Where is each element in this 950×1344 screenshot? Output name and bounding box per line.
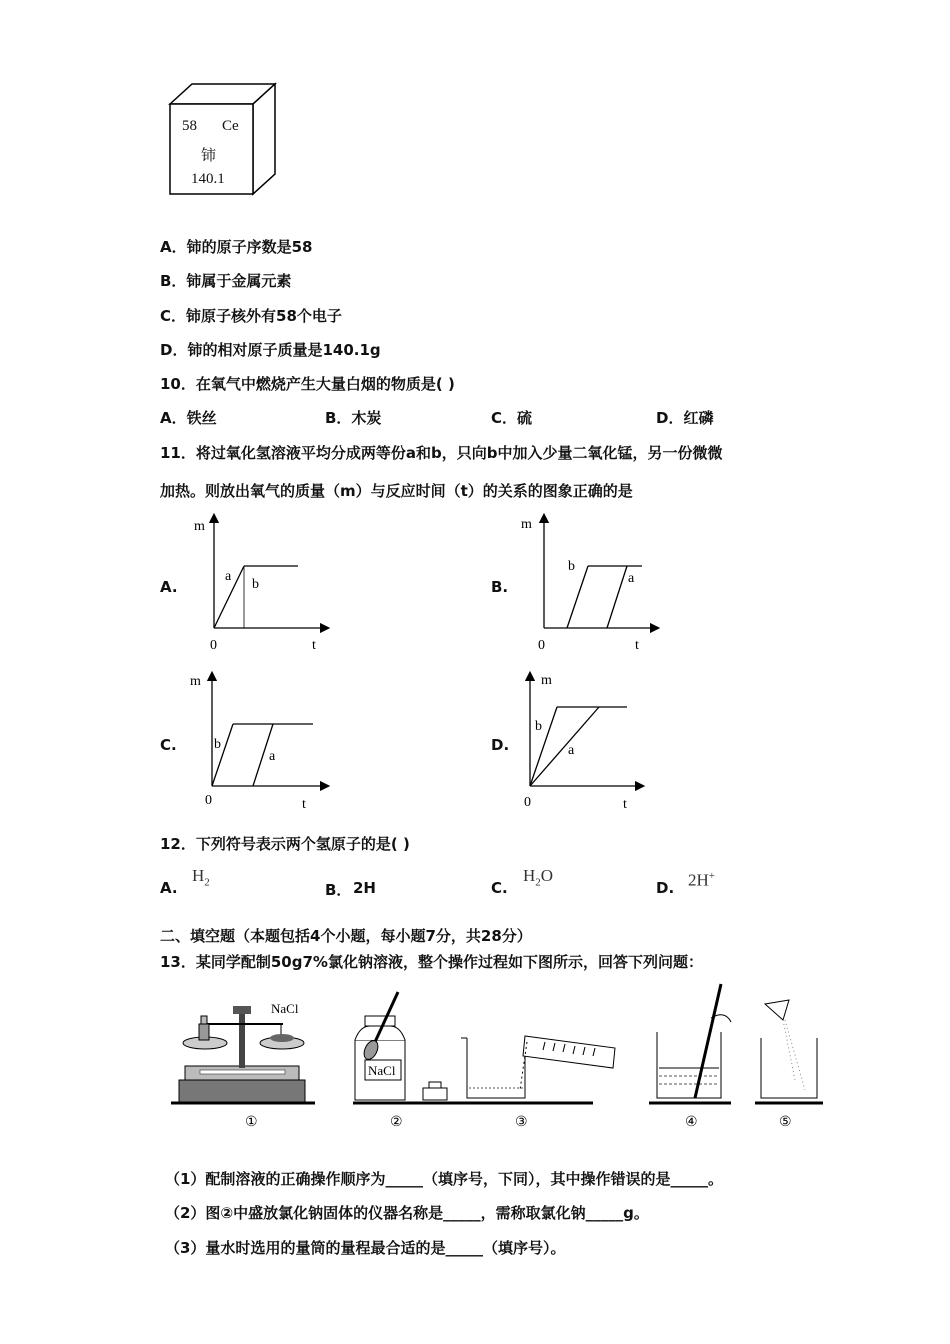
graph-c	[185, 670, 330, 815]
q13-sub1: （1）配制溶液的正确操作顺序为_____（填序号，下同），其中操作错误的是_____。	[165, 1170, 723, 1188]
graph-a-origin: 0	[210, 638, 217, 653]
graph-label-c: C.	[160, 736, 177, 754]
q12-formula-d-sup: +	[708, 870, 715, 882]
apparatus-illustration	[165, 980, 835, 1140]
q12-label-b: B．	[325, 881, 352, 899]
graph-label-d: D.	[491, 736, 510, 754]
q12-formula-a-base: H	[192, 866, 205, 885]
q13-stem: 13．某同学配制50g7%氯化钠溶液，整个操作过程如下图所示，回答下列问题：	[160, 953, 703, 971]
graph-c-y-axis-label: m	[190, 674, 201, 689]
q10-option-a: A．铁丝	[160, 409, 217, 427]
q12-formula-c-h: H	[523, 866, 536, 885]
graph-b-origin: 0	[538, 638, 545, 653]
q12-formula-c-sub: 2	[535, 876, 541, 889]
q12-label-a: A.	[160, 879, 178, 897]
element-mass: 140.1	[191, 171, 225, 187]
section2-heading: 二、填空题（本题包括4个小题，每小题7分，共28分）	[160, 927, 532, 945]
q13-sub3: （3）量水时选用的量筒的量程最合适的是_____（填序号）。	[165, 1239, 566, 1257]
balance-icon	[171, 1001, 315, 1103]
q12-formula-d-base: 2H	[688, 870, 709, 890]
graph-a	[185, 512, 330, 657]
q10-stem: 10．在氧气中燃烧产生大量白烟的物质是( )	[160, 375, 455, 393]
q11-stem-1: 11．将过氧化氢溶液平均分成两等份a和b，只向b中加入少量二氧化锰，另一份微微	[160, 444, 723, 462]
q12-label-c: C.	[491, 879, 508, 897]
stirring-beaker-icon	[649, 984, 731, 1103]
nacl-label-bottle: NaCl	[368, 1063, 396, 1078]
q12-formula-b: 2H	[353, 879, 376, 897]
apparatus-label-5: ⑤	[779, 1115, 792, 1130]
graph-d	[500, 670, 645, 815]
graph-a-curve-b: b	[252, 577, 259, 592]
graph-b-x-axis-label: t	[635, 638, 639, 653]
graph-c-origin: 0	[205, 793, 212, 808]
q12-formula-d	[688, 870, 715, 891]
graph-d-origin: 0	[524, 795, 531, 810]
graph-c-curve-b: b	[214, 737, 221, 752]
nacl-label-balance: NaCl	[271, 1001, 299, 1016]
element-symbol: Ce	[222, 118, 239, 134]
graph-c-curve-a: a	[269, 749, 276, 764]
q9-option-b: B．铈属于金属元素	[160, 272, 292, 290]
beaker-cylinder-icon	[461, 1036, 615, 1103]
q12-formula-a-sub: 2	[204, 876, 210, 889]
element-atomic-number: 58	[182, 118, 197, 134]
apparatus-label-1: ①	[245, 1115, 258, 1130]
graph-d-curve-a: a	[568, 743, 575, 758]
q12-stem: 12．下列符号表示两个氢原子的是( )	[160, 835, 410, 853]
graph-b-y-axis-label: m	[521, 517, 532, 532]
graph-label-b: B.	[491, 578, 509, 596]
q9-option-d: D．铈的相对原子质量是140.1g	[160, 341, 381, 359]
graph-a-y-axis-label: m	[194, 519, 205, 534]
pouring-beaker-icon	[755, 1000, 823, 1103]
q9-option-c: C．铈原子核外有58个电子	[160, 307, 342, 325]
graph-label-a: A.	[160, 578, 178, 596]
graph-d-x-axis-label: t	[623, 797, 627, 812]
q13-sub2: （2）图②中盛放氯化钠固体的仪器名称是_____，需称取氯化钠_____g。	[165, 1204, 649, 1222]
element-name: 铈	[201, 146, 217, 164]
q11-stem-2: 加热。则放出氧气的质量（m）与反应时间（t）的关系的图象正确的是	[160, 482, 633, 500]
q12-label-d: D.	[656, 879, 675, 897]
reagent-bottle-icon	[353, 992, 465, 1103]
q12-formula-c	[523, 866, 553, 888]
graph-d-y-axis-label: m	[541, 673, 552, 688]
q12-formula-c-o: O	[540, 866, 554, 885]
graph-b	[515, 512, 660, 657]
apparatus-label-3: ③	[515, 1115, 528, 1130]
q10-option-b: B．木炭	[325, 409, 382, 427]
graph-b-curve-a: a	[628, 571, 635, 586]
graph-a-x-axis-label: t	[312, 638, 316, 653]
q12-formula-a	[192, 866, 210, 888]
q10-option-c: C．硫	[491, 409, 533, 427]
q9-option-a: A．铈的原子序数是58	[160, 238, 313, 256]
apparatus-label-2: ②	[390, 1115, 403, 1130]
graph-b-curve-b: b	[568, 559, 575, 574]
graph-a-curve-a: a	[225, 569, 232, 584]
apparatus-label-4: ④	[685, 1115, 698, 1130]
graph-c-x-axis-label: t	[302, 797, 306, 812]
graph-d-curve-b: b	[535, 719, 542, 734]
q10-option-d: D．红磷	[656, 409, 714, 427]
